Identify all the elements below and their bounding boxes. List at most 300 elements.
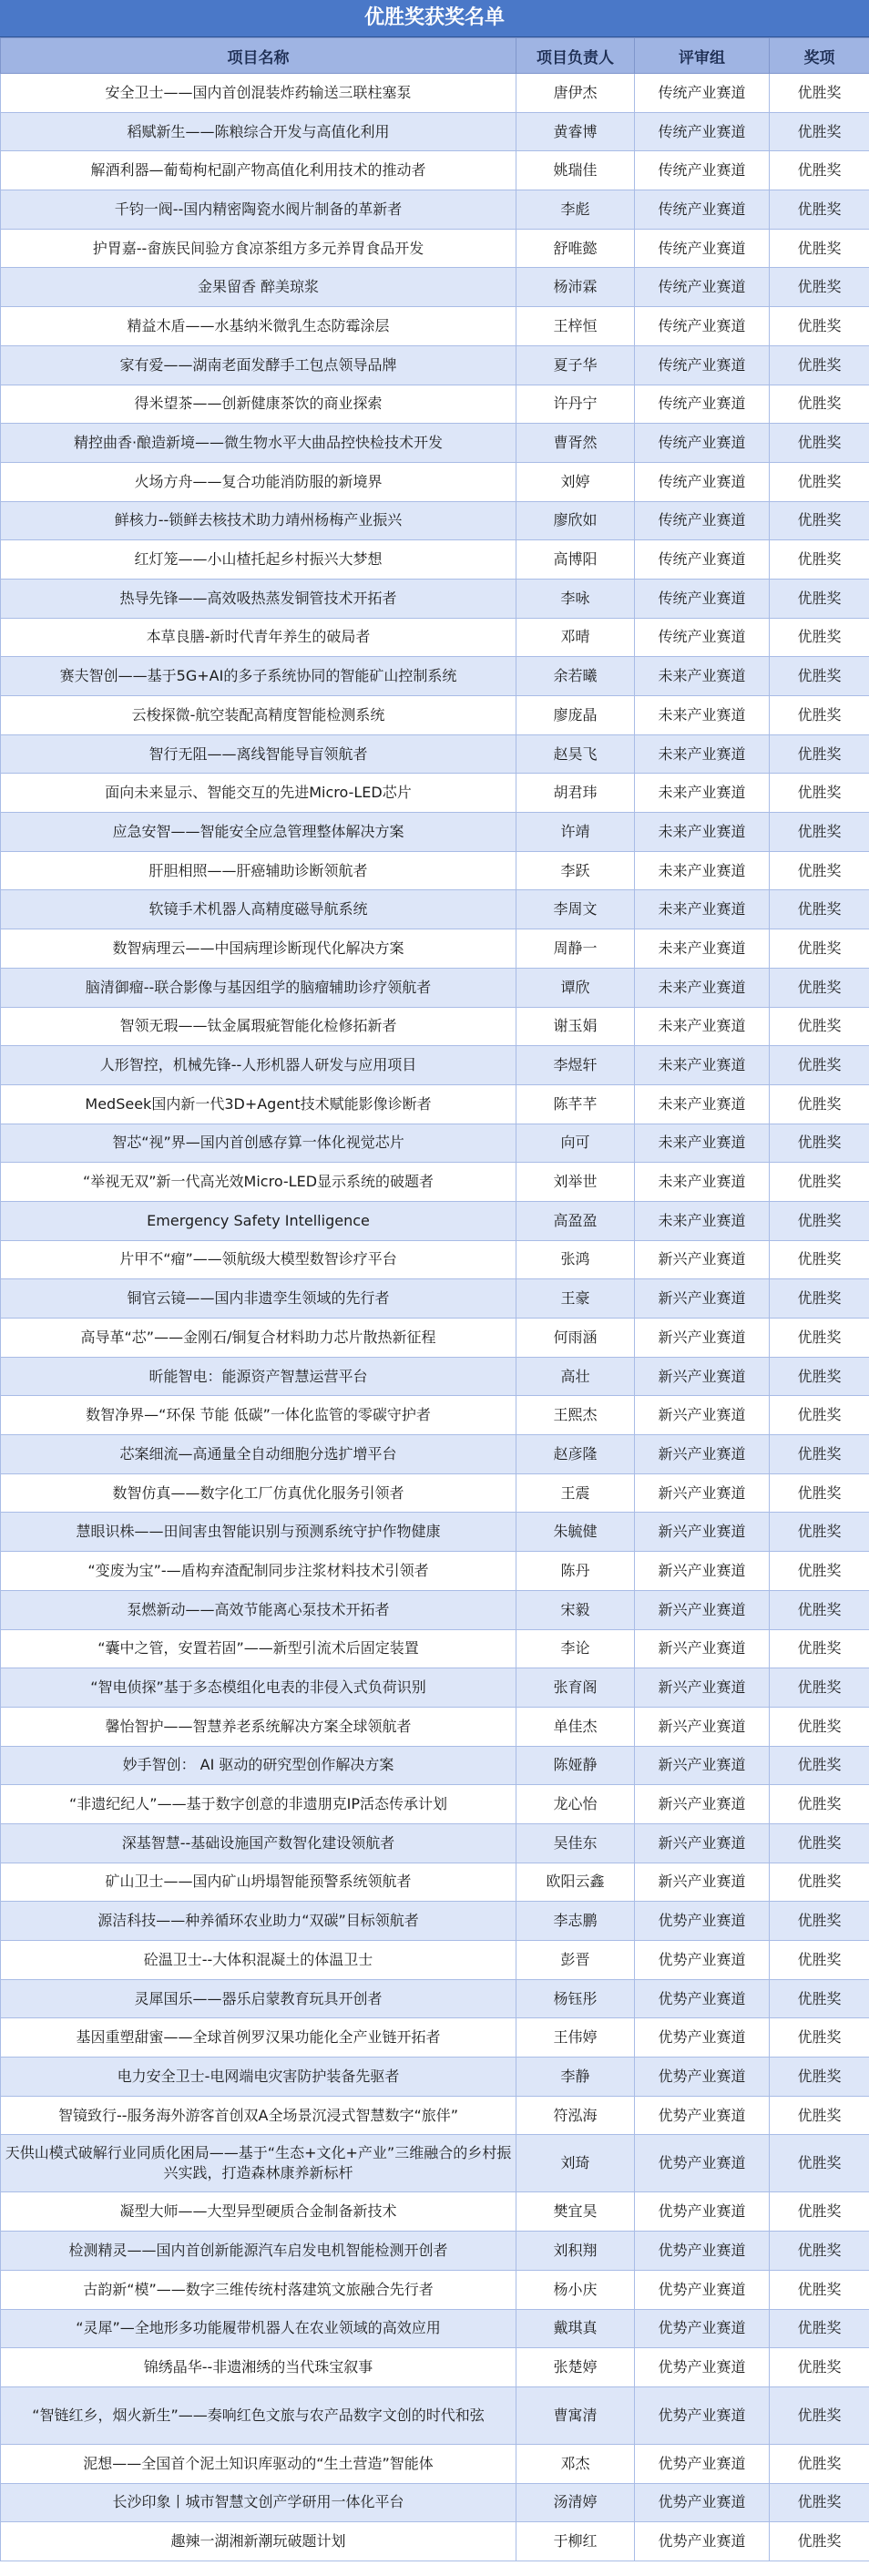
project-name-cell: 数智仿真——数字化工厂仿真优化服务引领者 — [1, 1473, 516, 1513]
leader-cell: 廖庞晶 — [516, 696, 635, 735]
review-group-cell: 优势产业赛道 — [635, 2386, 770, 2444]
review-group-cell: 优势产业赛道 — [635, 2135, 770, 2192]
project-name-cell: 电力安全卫士-电网端电灾害防护装备先驱者 — [1, 2058, 516, 2097]
award-cell: 优胜奖 — [770, 462, 869, 501]
leader-cell: 舒唯懿 — [516, 229, 635, 268]
award-cell: 优胜奖 — [770, 1396, 869, 1435]
review-group-cell: 未来产业赛道 — [635, 1163, 770, 1202]
project-name-cell: Emergency Safety Intelligence — [1, 1201, 516, 1240]
project-name-cell: 芯案细流—高通量全自动细胞分选扩增平台 — [1, 1435, 516, 1474]
review-group-cell: 传统产业赛道 — [635, 151, 770, 190]
award-cell: 优胜奖 — [770, 1084, 869, 1124]
project-name-cell: 软镜手术机器人高精度磁导航系统 — [1, 890, 516, 929]
table-row — [1, 2522, 869, 2561]
leader-cell: 谭欣 — [516, 968, 635, 1007]
project-name-cell: 锦绣晶华--非遗湘绣的当代珠宝叙事 — [1, 2348, 516, 2387]
review-group-cell: 优势产业赛道 — [635, 1902, 770, 1941]
award-cell: 优胜奖 — [770, 112, 869, 151]
review-group-cell: 传统产业赛道 — [635, 501, 770, 540]
table-row — [1, 2386, 869, 2444]
leader-cell: 王震 — [516, 1473, 635, 1513]
award-cell: 优胜奖 — [770, 929, 869, 969]
review-group-cell: 新兴产业赛道 — [635, 1552, 770, 1591]
project-name-cell: 长沙印象丨城市智慧文创产学研用一体化平台 — [1, 2483, 516, 2522]
leader-cell: 刘举世 — [516, 1163, 635, 1202]
project-name-cell: 智领无瑕——钛金属瑕疵智能化检修拓新者 — [1, 1007, 516, 1046]
leader-cell: 李论 — [516, 1629, 635, 1668]
project-name-cell: 矿山卫士——国内矿山坍塌智能预警系统领航者 — [1, 1863, 516, 1902]
review-group-cell: 新兴产业赛道 — [635, 1629, 770, 1668]
review-group-cell: 传统产业赛道 — [635, 112, 770, 151]
leader-cell: 李静 — [516, 2058, 635, 2097]
review-group-cell: 传统产业赛道 — [635, 618, 770, 657]
table-row — [1, 657, 869, 696]
award-cell: 优胜奖 — [770, 1124, 869, 1163]
table-row — [1, 462, 869, 501]
table-row — [1, 2270, 869, 2309]
award-cell: 优胜奖 — [770, 501, 869, 540]
review-group-cell: 新兴产业赛道 — [635, 1240, 770, 1279]
project-name-cell: MedSeek国内新一代3D+Agent技术赋能影像诊断者 — [1, 1084, 516, 1124]
award-cell: 优胜奖 — [770, 1357, 869, 1396]
project-name-cell: 解酒利器—葡萄枸杞副产物高值化利用技术的推动者 — [1, 151, 516, 190]
review-group-cell: 传统产业赛道 — [635, 229, 770, 268]
award-cell: 优胜奖 — [770, 1823, 869, 1863]
award-cell: 优胜奖 — [770, 2018, 869, 2058]
project-name-cell: 铜官云镜——国内非遗孪生领域的先行者 — [1, 1279, 516, 1319]
leader-cell: 邓杰 — [516, 2444, 635, 2483]
project-name-cell: 数智病理云——中国病理诊断现代化解决方案 — [1, 929, 516, 969]
review-group-cell: 传统产业赛道 — [635, 268, 770, 307]
review-group-cell: 新兴产业赛道 — [635, 1357, 770, 1396]
award-cell: 优胜奖 — [770, 2096, 869, 2135]
project-name-cell: 凝型大师——大型异型硬质合金制备新技术 — [1, 2192, 516, 2232]
table-row — [1, 345, 869, 385]
award-cell: 优胜奖 — [770, 1863, 869, 1902]
project-name-cell: 高导革“芯”——金刚石/铜复合材料助力芯片散热新征程 — [1, 1319, 516, 1358]
project-name-cell: 稻赋新生——陈粮综合开发与高值化利用 — [1, 112, 516, 151]
project-name-cell: 馨怡智护——智慧养老系统解决方案全球领航者 — [1, 1707, 516, 1746]
review-group-cell: 优势产业赛道 — [635, 2058, 770, 2097]
table-row — [1, 1084, 869, 1124]
review-group-cell: 传统产业赛道 — [635, 190, 770, 230]
award-cell: 优胜奖 — [770, 1785, 869, 1824]
table-row — [1, 1668, 869, 1708]
award-cell: 优胜奖 — [770, 151, 869, 190]
project-name-cell: 源洁科技——种养循环农业助力“双碳”目标领航者 — [1, 1902, 516, 1941]
leader-cell: 许靖 — [516, 813, 635, 852]
award-cell: 优胜奖 — [770, 1590, 869, 1629]
leader-cell: 胡君玮 — [516, 774, 635, 813]
leader-cell: 杨钰彤 — [516, 1979, 635, 2018]
table-row — [1, 1590, 869, 1629]
leader-cell: 朱毓健 — [516, 1513, 635, 1552]
award-cell: 优胜奖 — [770, 2483, 869, 2522]
table-row — [1, 229, 869, 268]
header-project: 项目名称 — [1, 38, 516, 74]
project-name-cell: 赛夫智创——基于5G+AI的多子系统协同的智能矿山控制系统 — [1, 657, 516, 696]
table-row — [1, 1863, 869, 1902]
project-name-cell: 鲜核力--锁鲜去核技术助力靖州杨梅产业振兴 — [1, 501, 516, 540]
project-name-cell: 家有爱——湖南老面发酵手工包点领导品牌 — [1, 345, 516, 385]
leader-cell: 张育阁 — [516, 1668, 635, 1708]
review-group-cell: 新兴产业赛道 — [635, 1823, 770, 1863]
leader-cell: 汤清婷 — [516, 2483, 635, 2522]
project-name-cell: “囊中之管，安置若固”——新型引流术后固定装置 — [1, 1629, 516, 1668]
table-row — [1, 1941, 869, 1980]
review-group-cell: 未来产业赛道 — [635, 851, 770, 890]
review-group-cell: 未来产业赛道 — [635, 1007, 770, 1046]
award-cell: 优胜奖 — [770, 268, 869, 307]
review-group-cell: 未来产业赛道 — [635, 813, 770, 852]
table-row — [1, 696, 869, 735]
project-name-cell: 慧眼识株——田间害虫智能识别与预测系统守护作物健康 — [1, 1513, 516, 1552]
award-cell: 优胜奖 — [770, 2192, 869, 2232]
leader-cell: 刘琦 — [516, 2135, 635, 2192]
review-group-cell: 未来产业赛道 — [635, 1201, 770, 1240]
leader-cell: 黄睿博 — [516, 112, 635, 151]
award-cell: 优胜奖 — [770, 1746, 869, 1785]
table-row — [1, 774, 869, 813]
project-name-cell: “变废为宝”-—盾构弃渣配制同步注浆材料技术引领者 — [1, 1552, 516, 1591]
table-row — [1, 1435, 869, 1474]
award-cell: 优胜奖 — [770, 1513, 869, 1552]
table-row — [1, 851, 869, 890]
table-row — [1, 2058, 869, 2097]
award-cell: 优胜奖 — [770, 1319, 869, 1358]
project-name-cell: 智芯“视”界—国内首创感存算一体化视觉芯片 — [1, 1124, 516, 1163]
leader-cell: 杨沛霖 — [516, 268, 635, 307]
project-name-cell: 安全卫士——国内首创混装炸药输送三联柱塞泵 — [1, 74, 516, 113]
leader-cell: 王伟婷 — [516, 2018, 635, 2058]
leader-cell: 彭晋 — [516, 1941, 635, 1980]
leader-cell: 张鸿 — [516, 1240, 635, 1279]
project-name-cell: 人形智控，机械先锋--人形机器人研发与应用项目 — [1, 1046, 516, 1085]
table-row — [1, 112, 869, 151]
award-cell: 优胜奖 — [770, 890, 869, 929]
project-name-cell: 护胃嘉--畲族民间验方食凉茶组方多元养胃食品开发 — [1, 229, 516, 268]
leader-cell: 唐伊杰 — [516, 74, 635, 113]
leader-cell: 高博阳 — [516, 540, 635, 580]
award-cell: 优胜奖 — [770, 2444, 869, 2483]
review-group-cell: 未来产业赛道 — [635, 1084, 770, 1124]
review-group-cell: 优势产业赛道 — [635, 2348, 770, 2387]
project-name-cell: 智镜致行--服务海外游客首创双A全场景沉浸式智慧数字“旅伴” — [1, 2096, 516, 2135]
leader-cell: 单佳杰 — [516, 1707, 635, 1746]
leader-cell: 许丹宁 — [516, 385, 635, 424]
leader-cell: 曹胥然 — [516, 424, 635, 463]
award-cell: 优胜奖 — [770, 813, 869, 852]
award-cell: 优胜奖 — [770, 579, 869, 618]
project-name-cell: 红灯笼——小山楂托起乡村振兴大梦想 — [1, 540, 516, 580]
award-cell: 优胜奖 — [770, 2135, 869, 2192]
table-row — [1, 2018, 869, 2058]
leader-cell: 刘积翔 — [516, 2232, 635, 2271]
project-name-cell: 热导先锋——高效吸热蒸发铜管技术开拓者 — [1, 579, 516, 618]
table-row — [1, 190, 869, 230]
award-cell: 优胜奖 — [770, 307, 869, 346]
review-group-cell: 新兴产业赛道 — [635, 1396, 770, 1435]
table-row — [1, 1707, 869, 1746]
leader-cell: 欧阳云鑫 — [516, 1863, 635, 1902]
review-group-cell: 新兴产业赛道 — [635, 1746, 770, 1785]
award-cell: 优胜奖 — [770, 424, 869, 463]
table-row — [1, 929, 869, 969]
leader-cell: 宋毅 — [516, 1590, 635, 1629]
award-cell: 优胜奖 — [770, 1979, 869, 2018]
table-row — [1, 540, 869, 580]
table-row — [1, 890, 869, 929]
project-name-cell: 古韵新“模”——数字三维传统村落建筑文旅融合先行者 — [1, 2270, 516, 2309]
review-group-cell: 优势产业赛道 — [635, 2018, 770, 2058]
leader-cell: 邓晴 — [516, 618, 635, 657]
project-name-cell: 泥想——全国首个泥土知识库驱动的“生土营造”智能体 — [1, 2444, 516, 2483]
review-group-cell: 未来产业赛道 — [635, 968, 770, 1007]
table-row — [1, 268, 869, 307]
award-cell: 优胜奖 — [770, 968, 869, 1007]
review-group-cell: 优势产业赛道 — [635, 2522, 770, 2561]
award-cell: 优胜奖 — [770, 851, 869, 890]
table-row — [1, 2096, 869, 2135]
award-cell: 优胜奖 — [770, 1629, 869, 1668]
header-row — [1, 38, 869, 74]
leader-cell: 陈娅静 — [516, 1746, 635, 1785]
review-group-cell: 新兴产业赛道 — [635, 1473, 770, 1513]
leader-cell: 陈丹 — [516, 1552, 635, 1591]
review-group-cell: 传统产业赛道 — [635, 579, 770, 618]
project-name-cell: 精控曲香·酿造新境——微生物水平大曲品控快检技术开发 — [1, 424, 516, 463]
leader-cell: 戴琪真 — [516, 2309, 635, 2348]
project-name-cell: 灵犀国乐——器乐启蒙教育玩具开创者 — [1, 1979, 516, 2018]
leader-cell: 周静一 — [516, 929, 635, 969]
header-leader: 项目负责人 — [516, 38, 635, 74]
project-name-cell: “灵犀”—全地形多功能履带机器人在农业领域的高效应用 — [1, 2309, 516, 2348]
review-group-cell: 优势产业赛道 — [635, 1979, 770, 2018]
award-cell: 优胜奖 — [770, 1240, 869, 1279]
table-row — [1, 2483, 869, 2522]
award-cell: 优胜奖 — [770, 1668, 869, 1708]
leader-cell: 龙心怡 — [516, 1785, 635, 1824]
award-cell: 优胜奖 — [770, 1201, 869, 1240]
review-group-cell: 优势产业赛道 — [635, 2270, 770, 2309]
table-row — [1, 2444, 869, 2483]
leader-cell: 谢玉娟 — [516, 1007, 635, 1046]
leader-cell: 向可 — [516, 1124, 635, 1163]
table-row — [1, 2232, 869, 2271]
award-cell: 优胜奖 — [770, 1941, 869, 1980]
header-group: 评审组 — [635, 38, 770, 74]
review-group-cell: 优势产业赛道 — [635, 2096, 770, 2135]
review-group-cell: 新兴产业赛道 — [635, 1707, 770, 1746]
table-row — [1, 1513, 869, 1552]
review-group-cell: 新兴产业赛道 — [635, 1279, 770, 1319]
award-cell: 优胜奖 — [770, 1552, 869, 1591]
leader-cell: 李志鹏 — [516, 1902, 635, 1941]
table-row — [1, 1279, 869, 1319]
leader-cell: 于柳红 — [516, 2522, 635, 2561]
leader-cell: 李煜轩 — [516, 1046, 635, 1085]
award-cell: 优胜奖 — [770, 1279, 869, 1319]
review-group-cell: 未来产业赛道 — [635, 890, 770, 929]
project-name-cell: 智行无阻——离线智能导盲领航者 — [1, 734, 516, 774]
review-group-cell: 未来产业赛道 — [635, 929, 770, 969]
table-header — [1, 38, 869, 74]
page-title: 优胜奖获奖名单 — [0, 0, 869, 37]
award-cell: 优胜奖 — [770, 2309, 869, 2348]
review-group-cell: 未来产业赛道 — [635, 774, 770, 813]
award-cell: 优胜奖 — [770, 696, 869, 735]
review-group-cell: 传统产业赛道 — [635, 424, 770, 463]
award-cell: 优胜奖 — [770, 1707, 869, 1746]
table-row — [1, 1902, 869, 1941]
award-cell: 优胜奖 — [770, 2058, 869, 2097]
table-row — [1, 1240, 869, 1279]
project-name-cell: 精益木盾——水基纳米微乳生态防霉涂层 — [1, 307, 516, 346]
award-cell: 优胜奖 — [770, 1046, 869, 1085]
leader-cell: 吴佳东 — [516, 1823, 635, 1863]
leader-cell: 赵昊飞 — [516, 734, 635, 774]
table-row — [1, 968, 869, 1007]
project-name-cell: 得米望茶——创新健康茶饮的商业探索 — [1, 385, 516, 424]
review-group-cell: 传统产业赛道 — [635, 74, 770, 113]
project-name-cell: 基因重塑甜蜜——全球首例罗汉果功能化全产业链开拓者 — [1, 2018, 516, 2058]
award-cell: 优胜奖 — [770, 229, 869, 268]
review-group-cell: 未来产业赛道 — [635, 696, 770, 735]
leader-cell: 高壮 — [516, 1357, 635, 1396]
project-name-cell: “智链红乡，烟火新生”——奏响红色文旅与农产品数字文创的时代和弦 — [1, 2386, 516, 2444]
review-group-cell: 新兴产业赛道 — [635, 1435, 770, 1474]
review-group-cell: 新兴产业赛道 — [635, 1513, 770, 1552]
award-cell: 优胜奖 — [770, 2386, 869, 2444]
award-cell: 优胜奖 — [770, 1473, 869, 1513]
leader-cell: 李跃 — [516, 851, 635, 890]
review-group-cell: 新兴产业赛道 — [635, 1785, 770, 1824]
table-body — [1, 74, 869, 2561]
award-cell: 优胜奖 — [770, 345, 869, 385]
table-row — [1, 2309, 869, 2348]
project-name-cell: 砼温卫士--大体积混凝土的体温卫士 — [1, 1941, 516, 1980]
project-name-cell: 检测精灵——国内首创新能源汽车启发电机智能检测开创者 — [1, 2232, 516, 2271]
table-row — [1, 813, 869, 852]
review-group-cell: 未来产业赛道 — [635, 734, 770, 774]
review-group-cell: 未来产业赛道 — [635, 657, 770, 696]
table-row — [1, 579, 869, 618]
table-row — [1, 1629, 869, 1668]
project-name-cell: 天供山模式破解行业同质化困局——基于“生态+文化+产业”三维融合的乡村振兴实践，打造森林康养新标杆 — [1, 2135, 516, 2192]
review-group-cell: 优势产业赛道 — [635, 2192, 770, 2232]
header-award: 奖项 — [770, 38, 869, 74]
table-row — [1, 1823, 869, 1863]
award-cell: 优胜奖 — [770, 657, 869, 696]
project-name-cell: 肝胆相照——肝癌辅助诊断领航者 — [1, 851, 516, 890]
leader-cell: 陈芊芊 — [516, 1084, 635, 1124]
award-cell: 优胜奖 — [770, 190, 869, 230]
table-row — [1, 74, 869, 113]
table-row — [1, 307, 869, 346]
table-row — [1, 618, 869, 657]
review-group-cell: 新兴产业赛道 — [635, 1319, 770, 1358]
project-name-cell: 妙手智创： AI 驱动的研究型创作解决方案 — [1, 1746, 516, 1785]
table-row — [1, 1473, 869, 1513]
project-name-cell: 面向未来显示、智能交互的先进Micro-LED芯片 — [1, 774, 516, 813]
award-cell: 优胜奖 — [770, 734, 869, 774]
review-group-cell: 传统产业赛道 — [635, 345, 770, 385]
leader-cell: 余若曦 — [516, 657, 635, 696]
leader-cell: 夏子华 — [516, 345, 635, 385]
review-group-cell: 新兴产业赛道 — [635, 1668, 770, 1708]
table-row — [1, 1124, 869, 1163]
award-cell: 优胜奖 — [770, 2270, 869, 2309]
award-cell: 优胜奖 — [770, 385, 869, 424]
review-group-cell: 传统产业赛道 — [635, 540, 770, 580]
award-cell: 优胜奖 — [770, 1007, 869, 1046]
project-name-cell: “智电侦探”基于多态模组化电表的非侵入式负荷识别 — [1, 1668, 516, 1708]
table-row — [1, 734, 869, 774]
project-name-cell: “举视无双”新一代高光效Micro-LED显示系统的破题者 — [1, 1163, 516, 1202]
project-name-cell: 数智净界—“环保 节能 低碳”一体化监管的零碳守护者 — [1, 1396, 516, 1435]
award-cell: 优胜奖 — [770, 1163, 869, 1202]
award-cell: 优胜奖 — [770, 1435, 869, 1474]
award-table — [0, 37, 869, 2561]
table-row — [1, 424, 869, 463]
review-group-cell: 传统产业赛道 — [635, 307, 770, 346]
table-row — [1, 151, 869, 190]
project-name-cell: 脑清御瘤--联合影像与基因组学的脑瘤辅助诊疗领航者 — [1, 968, 516, 1007]
leader-cell: 符泓海 — [516, 2096, 635, 2135]
leader-cell: 李周文 — [516, 890, 635, 929]
award-cell: 优胜奖 — [770, 618, 869, 657]
leader-cell: 张楚婷 — [516, 2348, 635, 2387]
leader-cell: 王豪 — [516, 1279, 635, 1319]
table-row — [1, 501, 869, 540]
leader-cell: 樊宜昊 — [516, 2192, 635, 2232]
review-group-cell: 优势产业赛道 — [635, 2232, 770, 2271]
award-cell: 优胜奖 — [770, 2232, 869, 2271]
table-row — [1, 1007, 869, 1046]
leader-cell: 何雨涵 — [516, 1319, 635, 1358]
project-name-cell: 趣辣一湖湘新潮玩破题计划 — [1, 2522, 516, 2561]
award-cell: 优胜奖 — [770, 2348, 869, 2387]
leader-cell: 李彪 — [516, 190, 635, 230]
table-row — [1, 1357, 869, 1396]
table-row — [1, 1979, 869, 2018]
review-group-cell: 未来产业赛道 — [635, 1124, 770, 1163]
table-row — [1, 385, 869, 424]
leader-cell: 杨小庆 — [516, 2270, 635, 2309]
leader-cell: 姚瑞佳 — [516, 151, 635, 190]
review-group-cell: 新兴产业赛道 — [635, 1590, 770, 1629]
table-row — [1, 1552, 869, 1591]
table-row — [1, 1396, 869, 1435]
review-group-cell: 传统产业赛道 — [635, 462, 770, 501]
leader-cell: 王熙杰 — [516, 1396, 635, 1435]
project-name-cell: “非遗纪纪人”——基于数字创意的非遗朋克IP活态传承计划 — [1, 1785, 516, 1824]
table-row — [1, 1746, 869, 1785]
project-name-cell: 本草良膳-新时代青年养生的破局者 — [1, 618, 516, 657]
leader-cell: 廖欣如 — [516, 501, 635, 540]
review-group-cell: 新兴产业赛道 — [635, 1863, 770, 1902]
review-group-cell: 优势产业赛道 — [635, 1941, 770, 1980]
leader-cell: 王梓恒 — [516, 307, 635, 346]
project-name-cell: 火场方舟——复合功能消防服的新境界 — [1, 462, 516, 501]
project-name-cell: 泵燃新动——高效节能离心泵技术开拓者 — [1, 1590, 516, 1629]
award-cell: 优胜奖 — [770, 540, 869, 580]
project-name-cell: 昕能智电：能源资产智慧运营平台 — [1, 1357, 516, 1396]
project-name-cell: 应急安智——智能安全应急管理整体解决方案 — [1, 813, 516, 852]
leader-cell: 刘婷 — [516, 462, 635, 501]
award-cell: 优胜奖 — [770, 74, 869, 113]
leader-cell: 高盈盈 — [516, 1201, 635, 1240]
